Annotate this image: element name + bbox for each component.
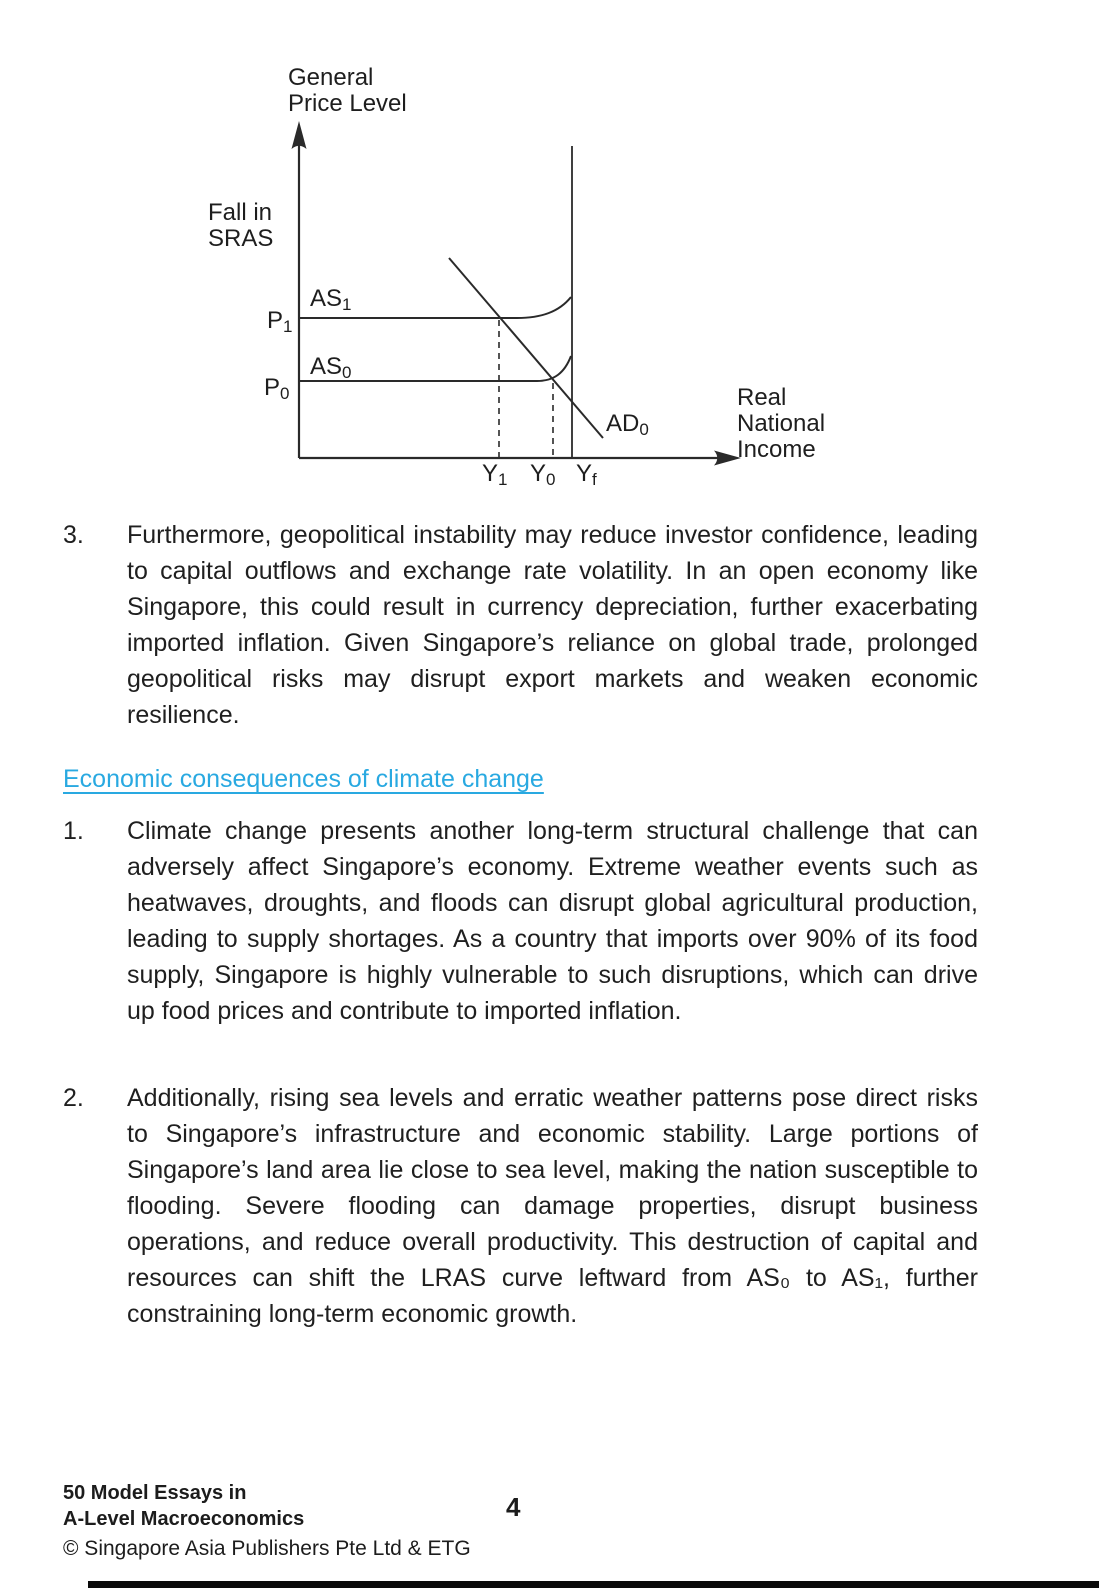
copyright-notice: © Singapore Asia Publishers Pte Ltd & ETG [63,1537,471,1560]
footer-book-title-line1: 50 Model Essays in [63,1482,247,1504]
paragraph-text: Additionally, rising sea levels and erratic weather patterns pose direct risks to Singapore’s infrastructure and economic stability. Large portions of Singapore’s land area lie close to sea level, making the nation susceptible to flooding. Severe flooding can damage properties, disrupt business operations, and reduce overall productivity. This destruction of capital and resources can shift the LRAS curve leftward from AS₀ to AS₁, further constraining long-term economic growth. [127,1084,978,1328]
p0-label: P0 [264,374,290,403]
y-axis-arrow-icon [292,121,307,149]
as-ad-diagram [0,0,1099,510]
y-axis-title-line2: Price Level [288,90,407,117]
footer-rule [88,1581,1099,1588]
page-number: 4 [506,1492,521,1522]
fall-in-sras-annotation-line1: Fall in [208,199,273,226]
p1-label: P1 [267,307,293,336]
list-item-1 [63,813,978,1029]
ad0-line [449,258,603,438]
x-axis-title-line3: Income [737,436,816,463]
footer-book-title-line2: A-Level Macroeconomics [63,1508,305,1530]
list-number: 3. [63,521,84,549]
list-item-3 [63,517,978,733]
paragraph-text: Climate change presents another long-term structural challenge that can adversely affect Singapore’s economy. Extreme weather events such as heatwaves, droughts, and floods can disrupt global agricultural production, leading to supply shortages. As a country that imports over 90% of its food supply, Singapore is highly vulnerable to such disruptions, which can drive up food prices and contribute to imported inflation. [127,817,978,1025]
paragraph-text: Furthermore, geopolitical instability may reduce investor confidence, leading to capital outflows and exchange rate volatility. In an open economy like Singapore, this could result in currency depreciation, further exacerbating imported inflation. Given Singapore’s reliance on global trade, prolonged geopolitical risks may disrupt export markets and weaken economic resilience. [127,521,978,729]
list-number: 2. [63,1084,84,1112]
ad0-label: AD0 [606,410,649,439]
x-axis-title-line1: Real [737,384,787,411]
as1-label: AS1 [310,285,352,314]
footer-book-title [63,1480,304,1532]
x-axis-title-line2: National [737,410,826,437]
section-heading-link[interactable]: Economic consequences of climate change [63,765,544,793]
list-number: 1. [63,817,84,845]
fall-in-sras-annotation-line2: SRAS [208,225,274,252]
y1-tick-label: Y1 [482,460,508,489]
as0-label: AS0 [310,353,352,382]
y-axis-title-line1: General [288,64,374,91]
y0-tick-label: Y0 [530,460,556,489]
yf-tick-label: Yf [576,460,597,489]
list-item-2 [63,1080,978,1332]
